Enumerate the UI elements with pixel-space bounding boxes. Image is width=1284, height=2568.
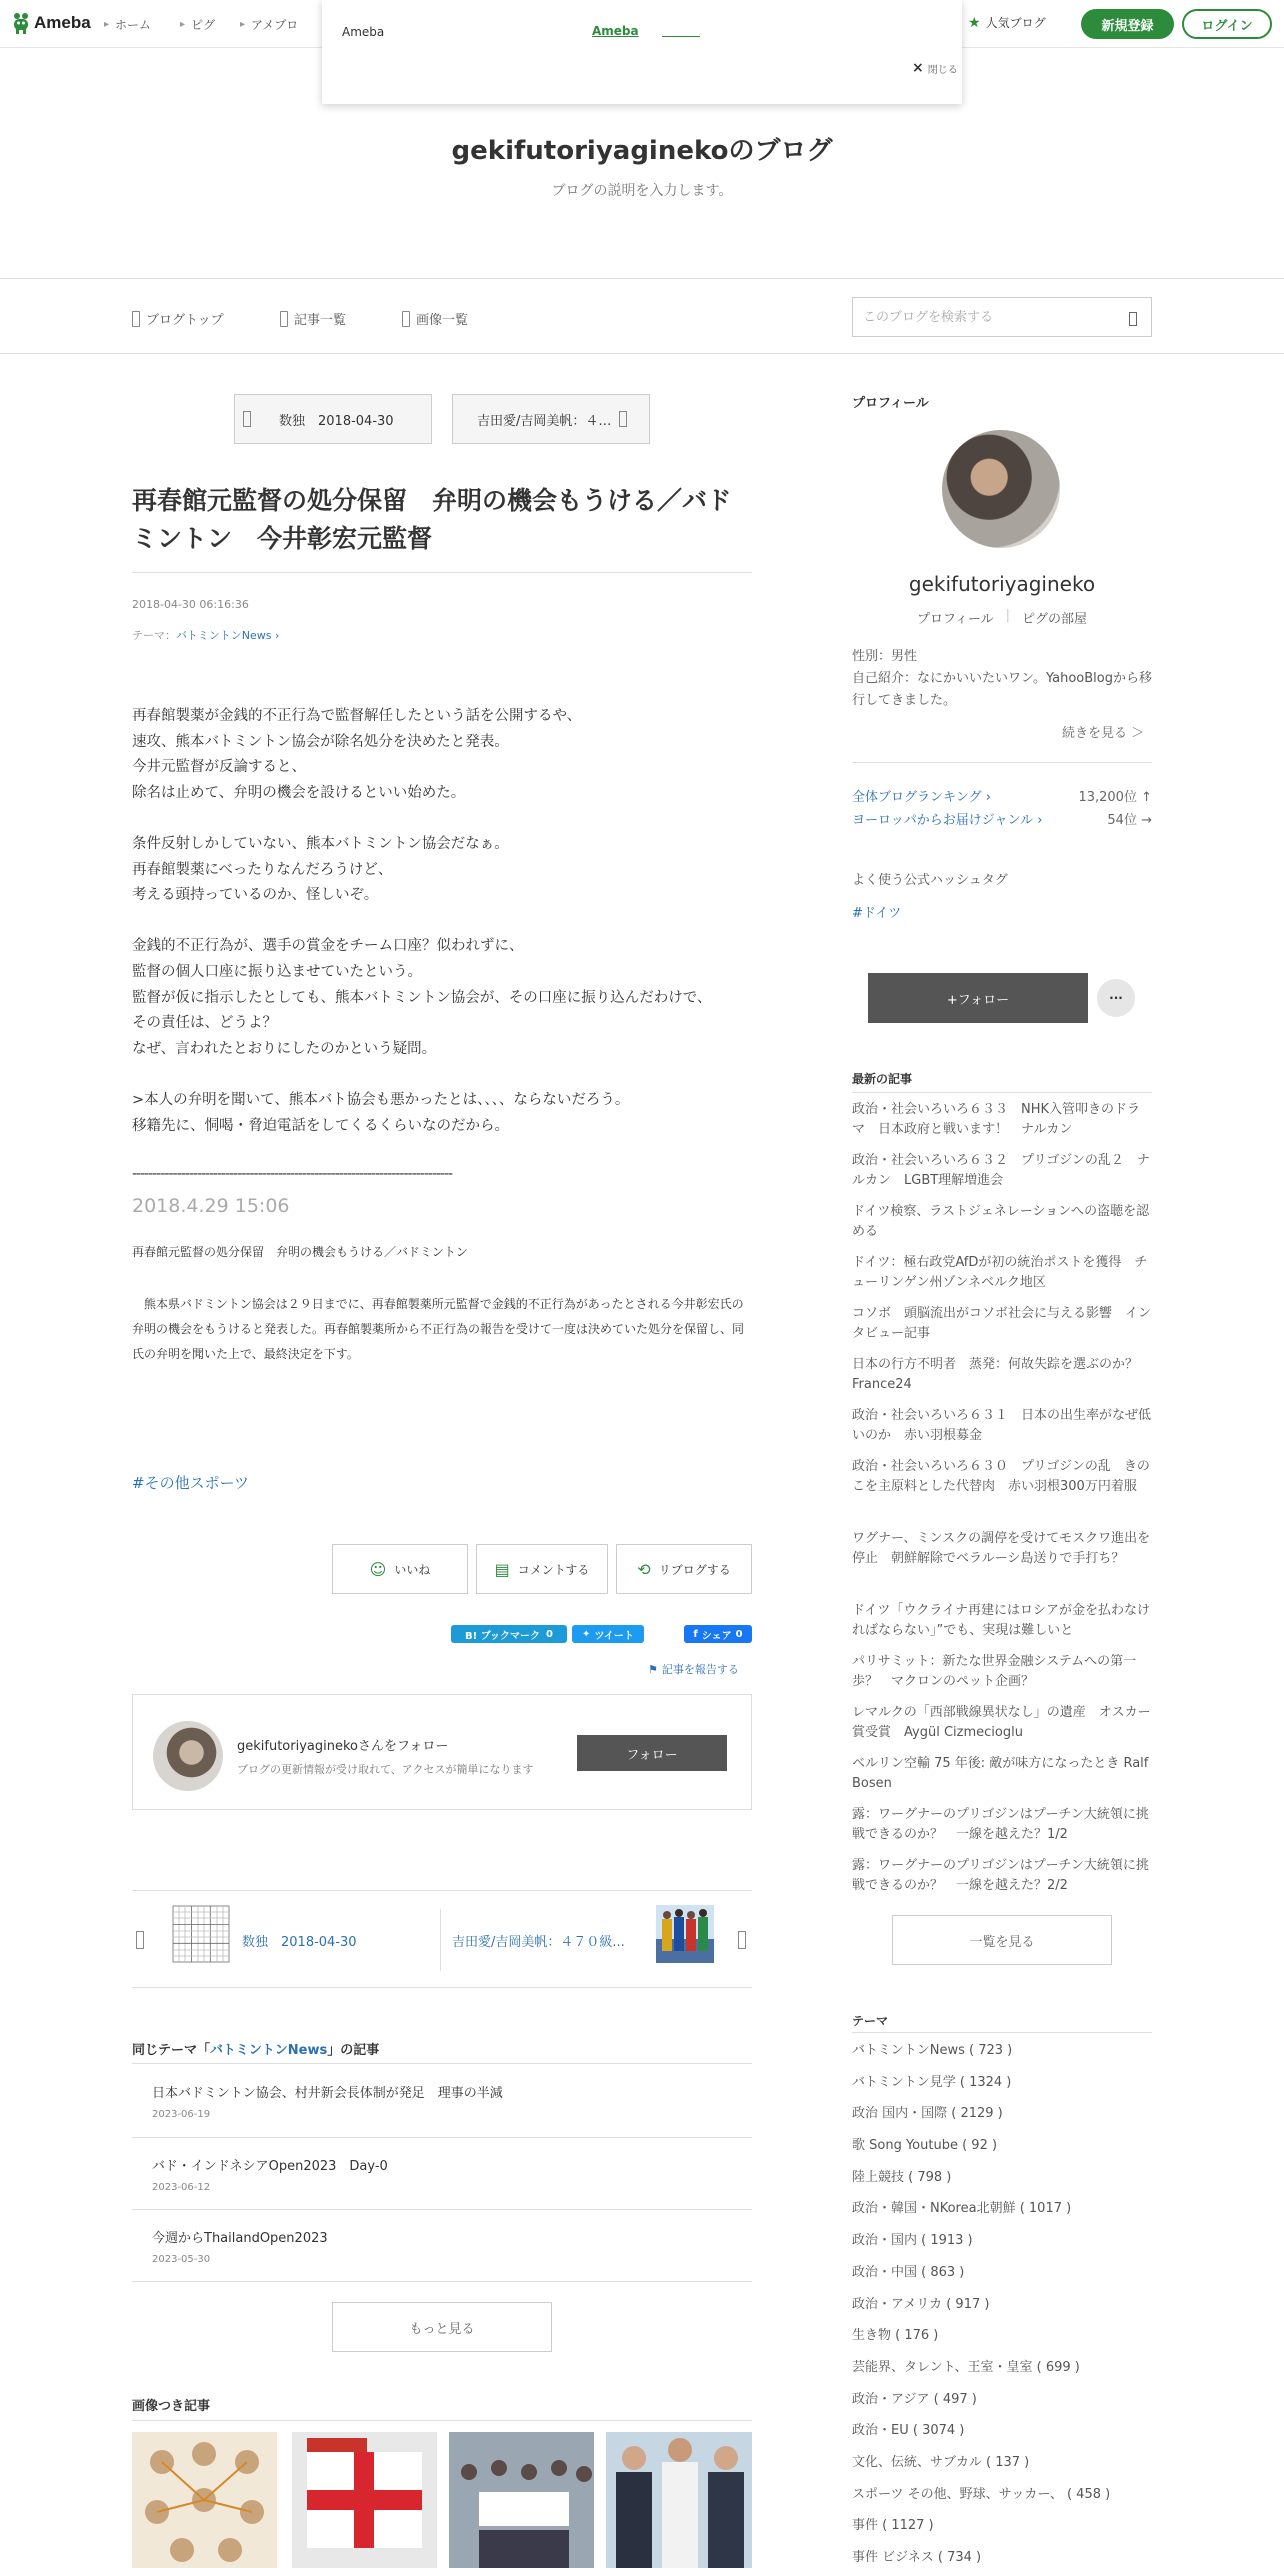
article-theme: テーマ：バトミントンNews › — [132, 629, 280, 642]
chevron-right-icon: ▸ — [104, 19, 110, 30]
same-theme-heading: 同じテーマ「バトミントンNews」の記事 — [132, 2043, 380, 2058]
star-icon: ★ — [968, 14, 981, 31]
latest-item[interactable]: 政治・社会いろいろ６３２ プリゴジンの乱２ ナルカン LGBT理解増進会 — [852, 1153, 1150, 1188]
reblog-icon: ⟲ — [637, 1559, 651, 1579]
theme-list — [852, 2041, 1152, 2568]
divider — [852, 1092, 1152, 1093]
more-button[interactable]: もっと見る — [332, 2302, 552, 2352]
avatar[interactable] — [153, 1721, 223, 1791]
theme-item[interactable]: 政治・アメリカ ( 917 ) — [852, 2296, 990, 2312]
subnav-article-list[interactable]: 記事一覧 — [280, 309, 346, 328]
latest-item[interactable]: 政治・社会いろいろ６３１ 日本の出生率がなぜ低いのか 赤い羽根募金 — [852, 1408, 1152, 1443]
close-icon: × — [912, 60, 924, 76]
subnav-image-list[interactable]: 画像一覧 — [402, 309, 468, 328]
latest-item[interactable]: ベルリン空輸 75 年後: 敵が味方になったとき Ralf Bosen — [852, 1756, 1149, 1791]
list-item[interactable]: バド・インドネシアOpen2023 Day-0 2023-06-12 — [152, 2159, 388, 2193]
popup-close-button[interactable]: × 閉じる — [912, 60, 958, 76]
next-article-thumbnail[interactable] — [656, 1905, 714, 1963]
prev-next-nav — [132, 1890, 752, 1988]
register-button[interactable]: 新規登録 — [1081, 9, 1174, 39]
theme-item[interactable]: 歌 Song Youtube ( 92 ) — [852, 2138, 998, 2154]
theme-item[interactable]: バトミントンNews ( 723 ) — [852, 2043, 1013, 2058]
theme-item[interactable]: 芸能界、タレント、王室・皇室 ( 699 ) — [852, 2359, 1080, 2375]
popup-link[interactable]: Ameba — [592, 24, 639, 38]
divider — [852, 762, 1152, 763]
sidebar-follow-button[interactable]: +フォロー — [868, 973, 1088, 1023]
blog-description: ブログの説明を入力します。 — [551, 183, 733, 199]
chevron-right-icon: ▸ — [240, 19, 246, 30]
theme-item[interactable]: 陸上競技 ( 798 ) — [852, 2169, 952, 2185]
text-separator: ------------------------------------------------------------------------------- — [132, 1166, 453, 1182]
bird-icon: ✦ — [582, 1628, 591, 1640]
theme-item[interactable]: 政治・韓国・NKorea北朝鮮 ( 1017 ) — [852, 2201, 1072, 2217]
chevron-left-icon[interactable] — [136, 1931, 144, 1949]
report-article-link[interactable]: ⚑ 記事を報告する — [648, 1662, 739, 1676]
ameba-logo[interactable] — [12, 12, 91, 34]
theme-item[interactable]: 事件 ( 1127 ) — [852, 2518, 934, 2534]
comment-icon: ▤ — [494, 1559, 510, 1579]
same-theme-link[interactable]: バトミントンNews — [210, 2043, 328, 2058]
follow-button[interactable]: フォロー — [577, 1735, 727, 1771]
quote-title: 再春館元監督の処分保留 弁明の機会もうける／バドミントン — [132, 1245, 468, 1259]
divider — [132, 2209, 752, 2210]
latest-item[interactable]: 政治・社会いろいろ６３３ NHK入管叩きのドラマ 日本政府と戦います！ ナルカン — [852, 1102, 1141, 1137]
profile-heading: プロフィール — [852, 396, 929, 411]
ameba-logo-icon — [12, 12, 30, 34]
theme-item[interactable]: 政治・中国 ( 863 ) — [852, 2264, 965, 2280]
chevron-left-icon — [243, 411, 251, 427]
popular-blog-link[interactable]: ★ 人気ブログ — [968, 14, 1046, 31]
hashtag-heading: よく使う公式ハッシュタグ — [852, 873, 1008, 888]
follow-name: gekifutoriyaginekoさんをフォロー — [237, 1739, 449, 1754]
divider — [132, 572, 752, 573]
theme-item[interactable]: 政治・アジア ( 497 ) — [852, 2391, 977, 2407]
latest-item[interactable]: コソボ 頭脳流出がコソボ社会に与える影響 インタビュー記事 — [852, 1306, 1152, 1341]
search-icon[interactable] — [1129, 312, 1137, 326]
latest-more-button[interactable]: 一覧を見る — [892, 1915, 1112, 1965]
nav-pigg[interactable]: ▸ ピグ — [180, 18, 216, 32]
separator: | — [1005, 608, 1011, 623]
article-paragraph: 金銭的不正行為が、選手の賞金をチーム口座？似われずに、 監督の個人口座に振り込ませていたという。 監督が仮に指示したとしても、熊本バトミントン協会が、その口座に振り込んだわけで、 その責任は、どうよ？ なぜ、言われたとおりにしたのかという疑問。 — [132, 938, 712, 1057]
popup-link-underline — [662, 36, 700, 37]
theme-item[interactable]: 政治 国内・国際 ( 2129 ) — [852, 2106, 1003, 2122]
latest-item[interactable]: 日本の行方不明者 蒸発：何故失踪を選ぶのか？ France24 — [852, 1357, 1152, 1392]
tweet-button[interactable]: ✦ ツイート — [572, 1625, 644, 1643]
login-button[interactable]: ログイン — [1182, 9, 1272, 39]
divider — [852, 2032, 1152, 2033]
divider — [132, 2137, 752, 2138]
profile-gender: 性別：男性 — [852, 649, 918, 664]
blog-title[interactable]: gekifutoriyaginekoのブログ — [451, 136, 833, 166]
prev-article-button[interactable]: 数独 2018-04-30 — [234, 394, 432, 444]
ranking-row[interactable]: ヨーロッパからお届けジャンル › 54位 → — [852, 813, 1152, 828]
chevron-right-icon: › — [271, 629, 280, 642]
next-article-button[interactable]: 吉田愛/吉岡美帆：４… — [452, 394, 650, 444]
article-paragraph: >本人の弁明を聞いて、熊本バト協会も悪かったとは、、、、ならないだろう。 移籍先に、恫喝・脅迫電話をしてくるくらいなのだから。 — [132, 1091, 630, 1134]
theme-item[interactable]: スポーツ その他、野球、サッカー、 ( 458 ) — [852, 2486, 1111, 2502]
chevron-right-icon: ▸ — [180, 19, 186, 30]
sidebar-hashtag[interactable]: #ドイツ — [852, 906, 902, 921]
blog-subnav — [0, 278, 1284, 354]
divider — [132, 2281, 752, 2282]
smile-icon: ☺ — [369, 1559, 387, 1579]
follow-box — [132, 1694, 752, 1810]
list-item[interactable]: 今週からThailandOpen2023 2023-05-30 — [152, 2231, 328, 2265]
theme-item[interactable]: バトミントン見学 ( 1324 ) — [852, 2074, 1012, 2090]
latest-item[interactable]: 露：ワーグナーのプリゴジンはプーチン大統領に挑戦できるのか？ 一線を越えた？2/2 — [852, 1858, 1149, 1893]
quote-body: 熊本県バドミントン協会は２９日までに、再春館製薬所元監督で金銭的不正行為があったとされる今井彰宏氏の弁明の機会をもうけると発表した。再春館製薬所から不正行為の報告を受けて一度は決めていた処分を保留し、同氏の弁明を聞いた上で、最終決定を下す。 — [132, 1297, 745, 1361]
popup-brand: Ameba — [342, 25, 385, 39]
prev-article-thumbnail[interactable] — [172, 1905, 230, 1963]
divider — [132, 2063, 752, 2064]
comment-button[interactable]: ▤ コメントする — [476, 1544, 608, 1594]
latest-heading: 最新の記事 — [852, 1072, 913, 1086]
chevron-right-icon — [619, 411, 627, 427]
profile-more-link[interactable]: 続きを見る ＞ — [1062, 726, 1145, 741]
theme-item[interactable]: 生き物 ( 176 ) — [852, 2328, 939, 2344]
like-button[interactable]: ☺ いいね — [332, 1544, 468, 1594]
latest-item[interactable]: ワグナー、ミンスクの調停を受けてモスクワ進出を停止 朝鮮解除でベラルーシ島送りで手打ち？ — [852, 1531, 1151, 1566]
article-hashtag[interactable]: #その他スポーツ — [132, 1474, 249, 1492]
nav-ameblo[interactable]: ▸ アメブロ — [240, 18, 299, 32]
divider — [440, 1909, 441, 1971]
more-options-button[interactable]: ··· — [1097, 979, 1135, 1017]
arrow-right-icon: → — [1141, 813, 1152, 828]
divider — [132, 2420, 752, 2421]
article-paragraph: 再春館製薬が金銭的不正行為で監督解任したという話を公開するや、 速攻、熊本バトミントン協会が除名処分を決めたと発表。 今井元監督が反論すると、 除名は止めて、弁明の機会を設けるといい始めた。 — [132, 708, 582, 801]
theme-item[interactable]: 政治・国内 ( 1913 ) — [852, 2233, 973, 2249]
theme-item[interactable]: 文化、伝統、サブカル ( 137 ) — [852, 2454, 1030, 2470]
image-article-thumbnail[interactable] — [449, 2432, 594, 2568]
pigg-room-link[interactable]: ピグの部屋 — [1022, 612, 1088, 627]
article-date: 2018-04-30 06:16:36 — [132, 598, 249, 611]
facebook-share-button[interactable]: f シェア 0 — [684, 1625, 752, 1643]
latest-item[interactable]: 政治・社会いろいろ６３０ プリゴジンの乱 きのこを主原料とした代替肉 赤い羽根300万円着服 — [852, 1459, 1150, 1494]
logo-text: Ameba — [34, 13, 91, 32]
theme-link[interactable]: バトミントンNews — [176, 629, 272, 642]
profile-name[interactable]: gekifutoriyagineko — [908, 572, 1096, 596]
profile-links — [852, 608, 1152, 627]
latest-item[interactable]: レマルクの「西部戦線異状なし」の遺産 オスカー賞受賞 Aygül Cizmecioglu — [852, 1705, 1151, 1740]
theme-item[interactable]: 政治・EU ( 3074 ) — [852, 2423, 965, 2439]
list-item[interactable]: 日本バドミントン協会、村井新会長体制が発足 理事の半減 2023-06-19 — [152, 2086, 503, 2120]
home-icon — [132, 311, 140, 327]
latest-item[interactable]: ドイツ「ウクライナ再建にはロシアが金を払わなければならない」”でも、実現は難しいと — [852, 1603, 1150, 1638]
blog-search — [852, 297, 1152, 337]
article-paragraph: 条件反射しかしていない、熊本バトミントン協会だなぁ。 再春館製薬にべったりなんだろうけど、 考える頭持っているのか、怪しいぞ。 — [132, 835, 509, 904]
next-article-link[interactable]: 吉田愛/吉岡美帆：４７０級... — [452, 1935, 625, 1950]
article-body — [132, 704, 752, 1139]
follow-description: ブログの更新情報が受け取れて、アクセスが簡単になります — [237, 1763, 534, 1776]
latest-item[interactable]: ドイツ検察、ラストジェネレーションへの盗聴を認める — [852, 1204, 1150, 1239]
prev-article-link[interactable]: 数独 2018-04-30 — [242, 1935, 357, 1950]
article-title: 再春館元監督の処分保留 弁明の機会もうける／バドミントン 今井彰宏元監督 — [132, 486, 732, 553]
latest-item[interactable]: ドイツ：極右政党AfDが初の統治ポストを獲得 チューリンゲン州ゾンネベルク地区 — [852, 1255, 1148, 1290]
profile-intro: 自己紹介：なにかいいたいワン。YahooBlogから移行してきました。 — [852, 671, 1152, 708]
image-articles-heading: 画像つき記事 — [132, 2399, 211, 2414]
chevron-right-icon[interactable] — [738, 1931, 746, 1949]
hatena-bookmark-button[interactable]: B! ブックマーク 0 — [451, 1625, 567, 1643]
quote-date: 2018.4.29 15:06 — [132, 1195, 290, 1217]
arrow-up-icon: ↑ — [1141, 790, 1152, 805]
theme-heading: テーマ — [852, 2014, 889, 2028]
image-article-thumbnail[interactable] — [292, 2432, 437, 2568]
latest-item[interactable]: パリサミット：新たな世界金融システムへの第一歩？ マクロンのペット企画？ — [852, 1654, 1137, 1689]
ranking-row[interactable]: 全体ブログランキング › 13,200位 ↑ — [852, 790, 1152, 805]
latest-item[interactable]: 露：ワーグナーのプリゴジンはプーチン大統領に挑戦できるのか？ 一線を越えた？1/2 — [852, 1807, 1149, 1842]
flag-icon: ⚑ — [648, 1662, 658, 1676]
facebook-icon: f — [693, 1628, 698, 1640]
subnav-blog-top[interactable]: ブログトップ — [132, 309, 224, 328]
image-article-thumbnail[interactable] — [132, 2432, 277, 2568]
latest-articles-list — [852, 1100, 1152, 1907]
theme-item[interactable]: 事件 ビジネス ( 734 ) — [852, 2550, 982, 2565]
search-input[interactable] — [863, 298, 1123, 336]
profile-link[interactable]: プロフィール — [916, 612, 994, 627]
notification-popup — [322, 0, 962, 104]
reblog-button[interactable]: ⟲ リブログする — [616, 1544, 752, 1594]
image-article-thumbnail[interactable] — [606, 2432, 752, 2568]
nav-home[interactable]: ▸ ホーム — [104, 18, 152, 32]
image-icon — [402, 311, 410, 327]
list-icon — [280, 311, 288, 327]
avatar[interactable] — [942, 430, 1060, 548]
